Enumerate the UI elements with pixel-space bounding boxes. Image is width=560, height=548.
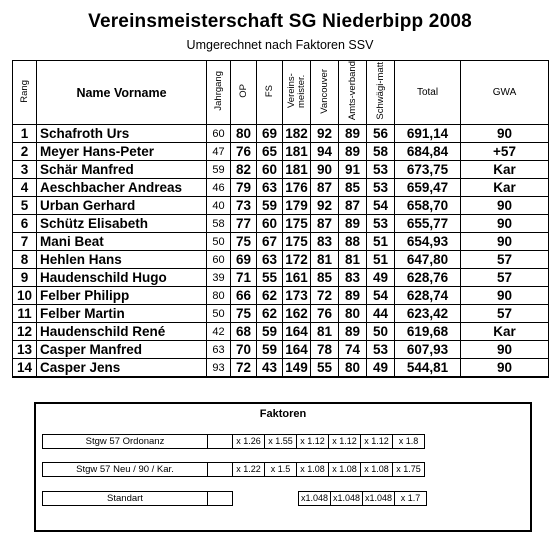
vereinsmeister-cell: 175 [283, 215, 311, 233]
total-cell: 684,84 [395, 143, 461, 161]
fs-cell: 59 [257, 197, 283, 215]
amtsverband-cell: 74 [339, 341, 367, 359]
year-cell: 60 [207, 251, 231, 269]
factor-value: x 1.75 [392, 462, 425, 477]
schwaegimatt-cell: 56 [367, 125, 395, 143]
col-jahrgang: Jahrgang [207, 61, 231, 125]
rank-cell: 14 [13, 359, 37, 378]
op-cell: 73 [231, 197, 257, 215]
op-cell: 79 [231, 179, 257, 197]
name-cell: Haudenschild René [37, 323, 207, 341]
table-row [13, 287, 549, 305]
amtsverband-cell: 89 [339, 287, 367, 305]
name-cell: Aeschbacher Andreas [37, 179, 207, 197]
rank-cell: 13 [13, 341, 37, 359]
op-cell: 76 [231, 143, 257, 161]
vereinsmeister-cell: 161 [283, 269, 311, 287]
vereinsmeister-cell: 164 [283, 323, 311, 341]
gwa-cell: 90 [461, 359, 549, 378]
vereinsmeister-cell: 173 [283, 287, 311, 305]
name-cell: Meyer Hans-Peter [37, 143, 207, 161]
factor-value: x1.048 [330, 491, 363, 506]
col-name: Name Vorname [37, 61, 207, 125]
factor-value: x 1.12 [296, 434, 329, 449]
amtsverband-cell: 80 [339, 359, 367, 378]
amtsverband-cell: 88 [339, 233, 367, 251]
table-row [13, 341, 549, 359]
col-fs: FS [257, 61, 283, 125]
total-cell: 628,74 [395, 287, 461, 305]
gwa-cell: 90 [461, 287, 549, 305]
factors-title: Faktoren [259, 408, 307, 420]
factor-row-ordonanz [42, 434, 425, 449]
op-cell: 75 [231, 233, 257, 251]
factor-value: x 1.5 [264, 462, 297, 477]
year-cell: 47 [207, 143, 231, 161]
year-cell: 46 [207, 179, 231, 197]
vereinsmeister-cell: 181 [283, 143, 311, 161]
fs-cell: 60 [257, 161, 283, 179]
table-row [13, 143, 549, 161]
amtsverband-cell: 89 [339, 323, 367, 341]
op-cell: 69 [231, 251, 257, 269]
amtsverband-cell: 87 [339, 197, 367, 215]
header-row [13, 61, 549, 125]
year-cell: 63 [207, 341, 231, 359]
vancouver-cell: 83 [311, 233, 339, 251]
col-rang: Rang [13, 61, 37, 125]
op-cell: 72 [231, 359, 257, 378]
rank-cell: 8 [13, 251, 37, 269]
op-cell: 80 [231, 125, 257, 143]
op-cell: 75 [231, 305, 257, 323]
table-row [13, 251, 549, 269]
schwaegimatt-cell: 53 [367, 161, 395, 179]
rank-cell: 9 [13, 269, 37, 287]
rank-cell: 11 [13, 305, 37, 323]
factor-value: x 1.08 [360, 462, 393, 477]
factor-row-neu [42, 462, 425, 477]
col-vereinsmeister: Vereins-meister. [283, 61, 311, 125]
schwaegimatt-cell: 51 [367, 251, 395, 269]
fs-cell: 63 [257, 179, 283, 197]
results-table [12, 60, 549, 378]
name-cell: Casper Manfred [37, 341, 207, 359]
name-cell: Schär Manfred [37, 161, 207, 179]
table-row [13, 305, 549, 323]
fs-cell: 67 [257, 233, 283, 251]
factor-value: x 1.55 [264, 434, 297, 449]
table-row [13, 161, 549, 179]
gwa-cell: 57 [461, 251, 549, 269]
gwa-cell: 90 [461, 125, 549, 143]
factor-value: x1.048 [298, 491, 331, 506]
fs-cell: 69 [257, 125, 283, 143]
name-cell: Mani Beat [37, 233, 207, 251]
vereinsmeister-cell: 162 [283, 305, 311, 323]
total-cell: 654,93 [395, 233, 461, 251]
name-cell: Schafroth Urs [37, 125, 207, 143]
total-cell: 544,81 [395, 359, 461, 378]
col-total: Total [395, 61, 461, 125]
gwa-cell: 57 [461, 269, 549, 287]
rank-cell: 4 [13, 179, 37, 197]
schwaegimatt-cell: 50 [367, 323, 395, 341]
year-cell: 58 [207, 215, 231, 233]
op-cell: 77 [231, 215, 257, 233]
factor-spacer [233, 491, 299, 506]
schwaegimatt-cell: 51 [367, 233, 395, 251]
table-row [13, 215, 549, 233]
rank-cell: 7 [13, 233, 37, 251]
op-cell: 71 [231, 269, 257, 287]
op-cell: 68 [231, 323, 257, 341]
table-row [13, 323, 549, 341]
total-cell: 628,76 [395, 269, 461, 287]
vancouver-cell: 87 [311, 215, 339, 233]
year-cell: 60 [207, 125, 231, 143]
op-cell: 82 [231, 161, 257, 179]
gwa-cell: 90 [461, 215, 549, 233]
vereinsmeister-cell: 149 [283, 359, 311, 378]
amtsverband-cell: 91 [339, 161, 367, 179]
factor-value: x 1.08 [296, 462, 329, 477]
total-cell: 647,80 [395, 251, 461, 269]
vancouver-cell: 87 [311, 179, 339, 197]
rank-cell: 6 [13, 215, 37, 233]
vancouver-cell: 94 [311, 143, 339, 161]
schwaegimatt-cell: 53 [367, 215, 395, 233]
gwa-cell: Kar [461, 323, 549, 341]
vancouver-cell: 55 [311, 359, 339, 378]
amtsverband-cell: 89 [339, 143, 367, 161]
total-cell: 658,70 [395, 197, 461, 215]
fs-cell: 63 [257, 251, 283, 269]
rank-cell: 2 [13, 143, 37, 161]
amtsverband-cell: 89 [339, 215, 367, 233]
vereinsmeister-cell: 181 [283, 161, 311, 179]
amtsverband-cell: 80 [339, 305, 367, 323]
factor-label: Standart [42, 491, 208, 506]
vereinsmeister-cell: 175 [283, 233, 311, 251]
name-cell: Felber Martin [37, 305, 207, 323]
total-cell: 673,75 [395, 161, 461, 179]
gwa-cell: 90 [461, 233, 549, 251]
schwaegimatt-cell: 53 [367, 179, 395, 197]
vereinsmeister-cell: 182 [283, 125, 311, 143]
schwaegimatt-cell: 49 [367, 359, 395, 378]
name-cell: Haudenschild Hugo [37, 269, 207, 287]
amtsverband-cell: 83 [339, 269, 367, 287]
op-cell: 70 [231, 341, 257, 359]
year-cell: 50 [207, 233, 231, 251]
table-row [13, 179, 549, 197]
schwaegimatt-cell: 44 [367, 305, 395, 323]
total-cell: 659,47 [395, 179, 461, 197]
table-row [13, 233, 549, 251]
total-cell: 623,42 [395, 305, 461, 323]
col-gwa: GWA [461, 61, 549, 125]
name-cell: Hehlen Hans [37, 251, 207, 269]
total-cell: 607,93 [395, 341, 461, 359]
factor-row-standart [42, 491, 427, 506]
schwaegimatt-cell: 58 [367, 143, 395, 161]
name-cell: Urban Gerhard [37, 197, 207, 215]
results-body [13, 125, 549, 378]
factor-empty-cell [207, 491, 233, 506]
col-amtsverband: Amts-verband [339, 61, 367, 125]
vancouver-cell: 90 [311, 161, 339, 179]
factor-empty-cell [207, 462, 233, 477]
schwaegimatt-cell: 49 [367, 269, 395, 287]
col-op: OP [231, 61, 257, 125]
gwa-cell: Kar [461, 161, 549, 179]
op-cell: 66 [231, 287, 257, 305]
vereinsmeister-cell: 164 [283, 341, 311, 359]
vereinsmeister-cell: 172 [283, 251, 311, 269]
fs-cell: 59 [257, 323, 283, 341]
factor-value: x 1.22 [232, 462, 265, 477]
gwa-cell: 90 [461, 197, 549, 215]
vancouver-cell: 81 [311, 323, 339, 341]
year-cell: 50 [207, 305, 231, 323]
table-row [13, 269, 549, 287]
fs-cell: 62 [257, 305, 283, 323]
schwaegimatt-cell: 54 [367, 287, 395, 305]
total-cell: 655,77 [395, 215, 461, 233]
name-cell: Felber Philipp [37, 287, 207, 305]
rank-cell: 1 [13, 125, 37, 143]
vancouver-cell: 81 [311, 251, 339, 269]
factor-value: x 1.7 [394, 491, 427, 506]
rank-cell: 10 [13, 287, 37, 305]
col-schwaegimatt: Schwägi-matt [367, 61, 395, 125]
rank-cell: 3 [13, 161, 37, 179]
name-cell: Casper Jens [37, 359, 207, 378]
year-cell: 59 [207, 161, 231, 179]
page-subtitle: Umgerechnet nach Faktoren SSV [186, 38, 374, 52]
vancouver-cell: 92 [311, 197, 339, 215]
amtsverband-cell: 81 [339, 251, 367, 269]
total-cell: 691,14 [395, 125, 461, 143]
amtsverband-cell: 89 [339, 125, 367, 143]
fs-cell: 55 [257, 269, 283, 287]
rank-cell: 12 [13, 323, 37, 341]
year-cell: 40 [207, 197, 231, 215]
fs-cell: 65 [257, 143, 283, 161]
schwaegimatt-cell: 54 [367, 197, 395, 215]
factor-value: x 1.8 [392, 434, 425, 449]
name-cell: Schütz Elisabeth [37, 215, 207, 233]
factor-value: x 1.12 [360, 434, 393, 449]
fs-cell: 59 [257, 341, 283, 359]
vancouver-cell: 85 [311, 269, 339, 287]
total-cell: 619,68 [395, 323, 461, 341]
year-cell: 39 [207, 269, 231, 287]
vancouver-cell: 92 [311, 125, 339, 143]
vereinsmeister-cell: 179 [283, 197, 311, 215]
vereinsmeister-cell: 176 [283, 179, 311, 197]
fs-cell: 43 [257, 359, 283, 378]
schwaegimatt-cell: 53 [367, 341, 395, 359]
vancouver-cell: 78 [311, 341, 339, 359]
gwa-cell: +57 [461, 143, 549, 161]
factor-label: Stgw 57 Ordonanz [42, 434, 208, 449]
fs-cell: 60 [257, 215, 283, 233]
vancouver-cell: 76 [311, 305, 339, 323]
factor-value: x1.048 [362, 491, 395, 506]
factor-label: Stgw 57 Neu / 90 / Kar. [42, 462, 208, 477]
year-cell: 42 [207, 323, 231, 341]
gwa-cell: 90 [461, 341, 549, 359]
year-cell: 80 [207, 287, 231, 305]
factor-value: x 1.12 [328, 434, 361, 449]
table-row [13, 197, 549, 215]
factor-value: x 1.26 [232, 434, 265, 449]
factor-value: x 1.08 [328, 462, 361, 477]
gwa-cell: 57 [461, 305, 549, 323]
table-row [13, 359, 549, 378]
col-vancouver: Vancouver [311, 61, 339, 125]
year-cell: 93 [207, 359, 231, 378]
gwa-cell: Kar [461, 179, 549, 197]
factor-empty-cell [207, 434, 233, 449]
fs-cell: 62 [257, 287, 283, 305]
table-row [13, 125, 549, 143]
factors-box [34, 402, 532, 532]
rank-cell: 5 [13, 197, 37, 215]
page-title: Vereinsmeisterschaft SG Niederbipp 2008 [88, 11, 472, 32]
vancouver-cell: 72 [311, 287, 339, 305]
amtsverband-cell: 85 [339, 179, 367, 197]
